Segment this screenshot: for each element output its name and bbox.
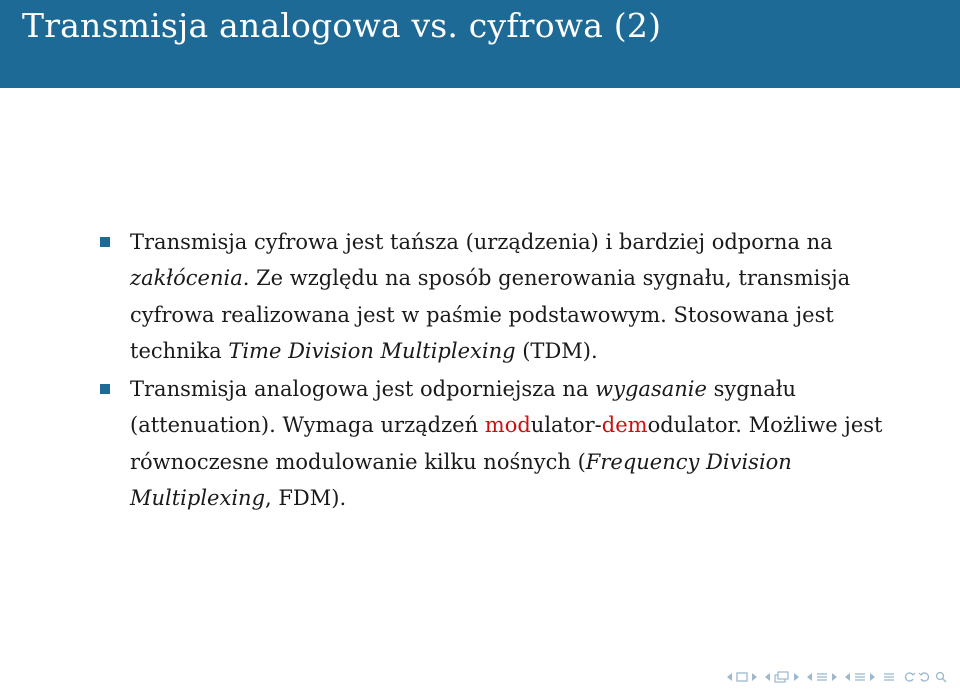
nav-frame-icon[interactable]: [735, 670, 749, 684]
bullet-item-2: [98, 371, 898, 516]
slide-title: Transmisja analogowa vs. cyfrowa (2): [22, 6, 662, 45]
nav-back-icon[interactable]: [902, 670, 916, 684]
bullet-list: [98, 224, 898, 518]
bullet-marker-icon: [100, 384, 110, 394]
nav-search-icon[interactable]: [934, 670, 948, 684]
nav-subsection-group: [764, 670, 800, 684]
nav-slide-icon[interactable]: [853, 670, 867, 684]
nav-next-frame-icon[interactable]: [751, 670, 758, 684]
nav-prev-section-icon[interactable]: [806, 670, 813, 684]
bullet-2-text-2: sygnału (attenuation). Wymaga urządzeń: [130, 377, 797, 438]
nav-prev-frame-icon[interactable]: [726, 670, 733, 684]
bullet-1-text-2: . Ze względu na sposób generowania sygnału, transmisja cyfrowa realizowana jest w paśmie podstawowym. Stosowana jest technika: [130, 266, 851, 363]
bullet-2-text-1: Transmisja analogowa jest odporniejsza na: [130, 377, 596, 402]
slide-header: [0, 0, 960, 88]
nav-document-group: [882, 670, 896, 684]
bullet-2-text-5: , FDM).: [265, 486, 347, 511]
nav-next-subsection-icon[interactable]: [793, 670, 800, 684]
nav-section-group: [806, 670, 838, 684]
bullet-2-emphasis-wygasanie: wygasanie: [595, 377, 707, 402]
bullet-marker-icon: [100, 237, 110, 247]
nav-next-slide-icon[interactable]: [869, 670, 876, 684]
bullet-1-text-1: Transmisja cyfrowa jest tańsza (urządzenia) i bardziej odporna na: [130, 230, 833, 254]
nav-subsection-icon[interactable]: [773, 670, 791, 684]
beamer-navigation-bar: [726, 668, 948, 686]
nav-forward-icon[interactable]: [918, 670, 932, 684]
nav-section-icon[interactable]: [815, 670, 829, 684]
bullet-1-emphasis-zaklocenia: zakłócenia: [130, 266, 243, 291]
nav-document-icon[interactable]: [882, 670, 896, 684]
nav-frame-group: [726, 670, 758, 684]
bullet-2-text-4: odulator. Możliwe jest równoczesne modulowanie kilku nośnych (: [130, 413, 883, 474]
bullet-2-highlight-dem: dem: [601, 413, 648, 438]
nav-prev-subsection-icon[interactable]: [764, 670, 771, 684]
nav-slide-group: [844, 670, 876, 684]
nav-tools-group: [902, 670, 948, 684]
bullet-1-emphasis-tdm: Time Division Multiplexing: [228, 338, 516, 363]
bullet-2-emphasis-fdm: Frequency Division Multiplexing: [130, 449, 792, 511]
bullet-item-1: [98, 224, 898, 369]
nav-next-section-icon[interactable]: [831, 670, 838, 684]
bullet-2-highlight-mod: mod: [484, 413, 531, 438]
nav-prev-slide-icon[interactable]: [844, 670, 851, 684]
bullet-2-text-3: ulator-: [530, 413, 602, 438]
bullet-1-text-3: (TDM).: [515, 338, 598, 363]
